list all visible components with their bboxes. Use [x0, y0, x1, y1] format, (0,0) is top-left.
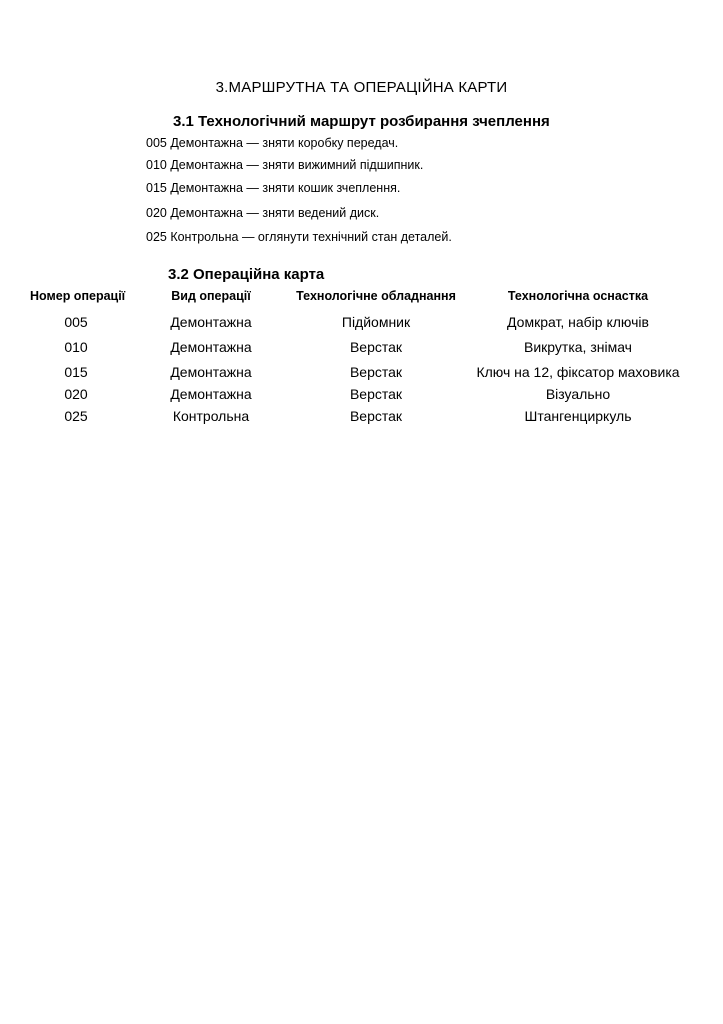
- cell-tooling: Домкрат, набір ключів: [507, 314, 649, 330]
- column-header-equipment: Технологічне обладнання: [296, 289, 456, 303]
- cell-operation-number: 005: [64, 314, 88, 330]
- cell-operation-number: 025: [64, 408, 88, 424]
- column-header-tooling: Технологічна оснастка: [507, 289, 649, 303]
- route-step: 020 Демонтажна — зняти ведений диск.: [146, 206, 380, 220]
- route-step: 005 Демонтажна — зняти коробку передач.: [146, 136, 399, 150]
- column-header-operation-number: Номер операції: [30, 289, 126, 303]
- document-title: 3.МАРШРУТНА ТА ОПЕРАЦІЙНА КАРТИ: [215, 79, 508, 96]
- cell-equipment: Верстак: [349, 339, 403, 355]
- cell-operation-type: Демонтажна: [170, 314, 252, 330]
- cell-equipment: Верстак: [349, 408, 403, 424]
- cell-operation-type: Демонтажна: [170, 339, 252, 355]
- cell-equipment: Підйомник: [341, 314, 411, 330]
- cell-operation-type: Контрольна: [172, 408, 250, 424]
- route-section-heading: 3.1 Технологічний маршрут розбирання зчеплення: [173, 113, 550, 130]
- cell-tooling: Ключ на 12, фіксатор маховика: [476, 364, 680, 380]
- route-step: 015 Демонтажна — зняти кошик зчеплення.: [146, 181, 401, 195]
- cell-tooling: Візуально: [545, 386, 611, 402]
- cell-operation-number: 020: [64, 386, 88, 402]
- route-step: 025 Контрольна — оглянути технічний стан деталей.: [146, 230, 452, 244]
- column-header-operation-type: Вид операції: [171, 289, 251, 303]
- cell-operation-number: 015: [64, 364, 88, 380]
- cell-equipment: Верстак: [349, 364, 403, 380]
- cell-tooling: Штангенциркуль: [524, 408, 632, 424]
- cell-operation-number: 010: [64, 339, 88, 355]
- cell-equipment: Верстак: [349, 386, 403, 402]
- route-step: 010 Демонтажна — зняти вижимний підшипник.: [146, 158, 424, 172]
- operation-card-heading: 3.2 Операційна карта: [168, 266, 325, 283]
- cell-operation-type: Демонтажна: [170, 364, 252, 380]
- cell-operation-type: Демонтажна: [170, 386, 252, 402]
- cell-tooling: Викрутка, знімач: [524, 339, 632, 355]
